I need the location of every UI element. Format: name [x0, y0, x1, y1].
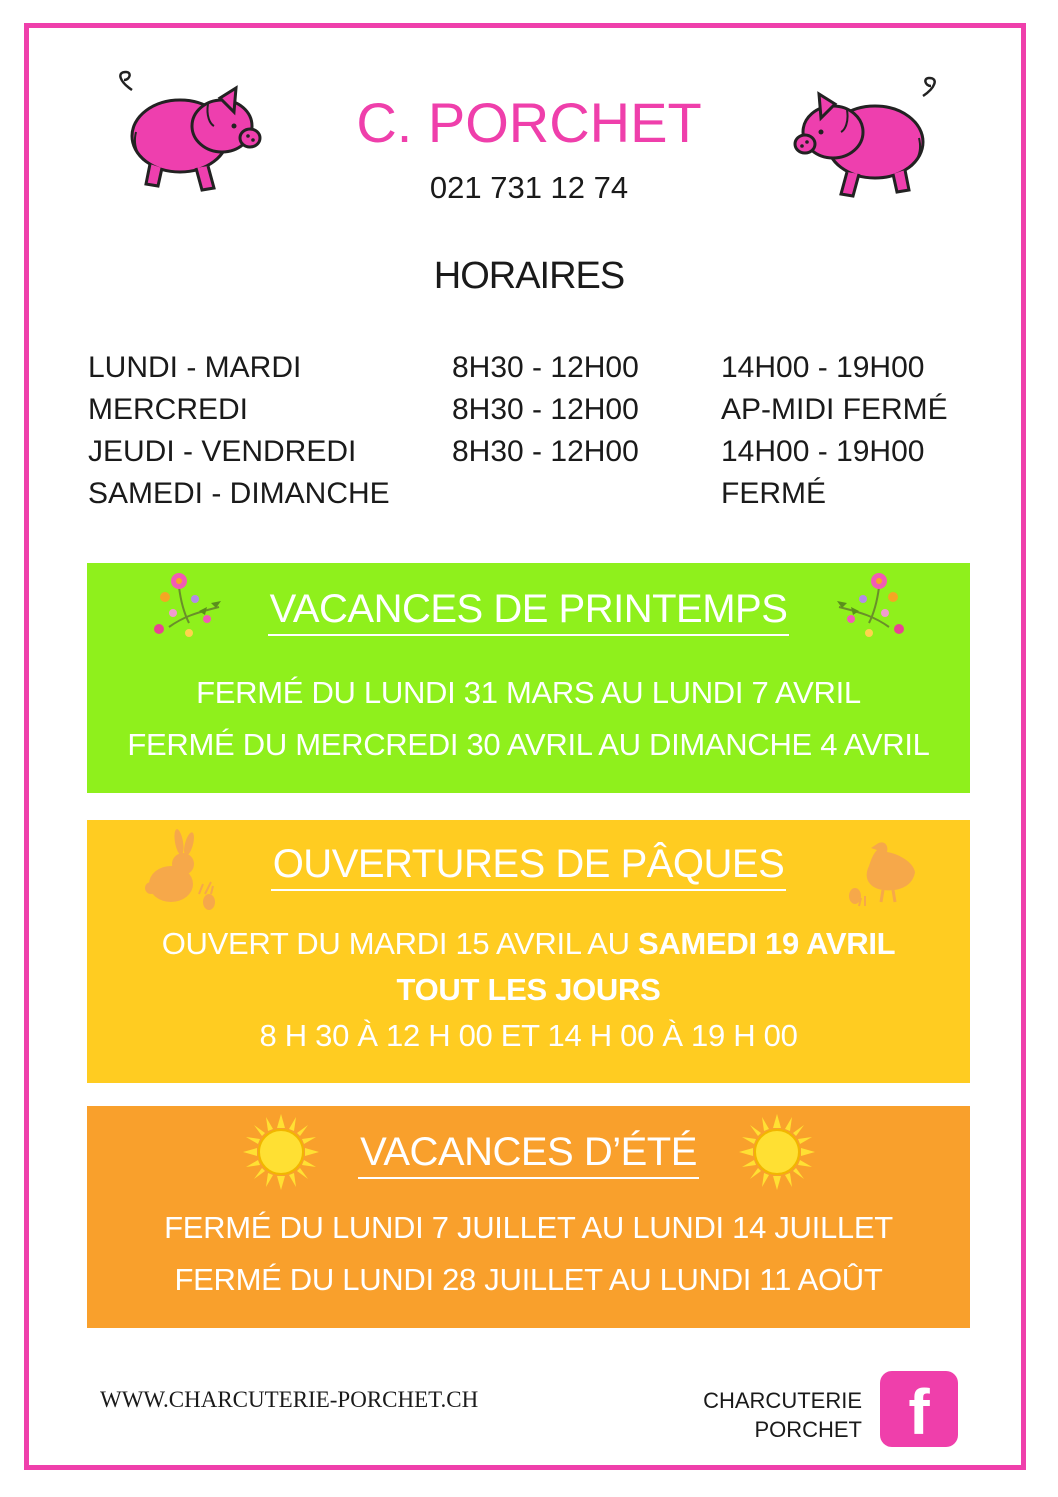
brand-name	[703, 1386, 862, 1444]
summer-holidays-panel	[87, 1106, 970, 1328]
spring-title-text: VACANCES DE PRINTEMPS	[268, 587, 790, 636]
hours-day: SAMEDI - DIMANCHE	[88, 477, 390, 510]
summer-line: FERMÉ DU LUNDI 28 JUILLET AU LUNDI 11 AOÛT	[174, 1262, 883, 1297]
facebook-letter: f	[908, 1376, 930, 1448]
hours-row	[88, 473, 988, 515]
hours-table	[88, 347, 988, 515]
spring-line: FERMÉ DU MERCREDI 30 AVRIL AU DIMANCHE 4 AVRIL	[127, 727, 930, 762]
spring-holidays-panel	[87, 563, 970, 793]
hours-morning: 8H30 - 12H00	[452, 435, 639, 468]
summer-line: FERMÉ DU LUNDI 7 JUILLET AU LUNDI 14 JUILLET	[164, 1210, 893, 1245]
easter-line-1	[87, 926, 970, 962]
easter-line-2: TOUT LES JOURS	[396, 972, 661, 1007]
hours-morning: 8H30 - 12H00	[452, 393, 639, 426]
summer-title-text: VACANCES D’ÉTÉ	[358, 1130, 699, 1179]
hours-afternoon: 14H00 - 19H00	[721, 435, 925, 468]
website-link[interactable]: WWW.CHARCUTERIE-PORCHET.CH	[100, 1387, 479, 1412]
shop-title: C. PORCHET	[356, 91, 702, 154]
summer-title	[87, 1130, 970, 1179]
spring-line: FERMÉ DU LUNDI 31 MARS AU LUNDI 7 AVRIL	[196, 675, 861, 710]
easter-title	[87, 842, 970, 891]
easter-line-1-bold: SAMEDI 19 AVRIL	[637, 926, 896, 961]
spring-title	[87, 587, 970, 636]
hours-row	[88, 431, 988, 473]
hours-afternoon: AP-MIDI FERMÉ	[721, 393, 948, 426]
hours-afternoon: FERMÉ	[721, 477, 826, 510]
easter-line-3: 8 H 30 À 12 H 00 ET 14 H 00 À 19 H 00	[259, 1018, 798, 1053]
hours-day: MERCREDI	[88, 393, 249, 426]
easter-line-1-regular: OUVERT DU MARDI 15 AVRIL AU	[161, 926, 638, 961]
facebook-icon[interactable]	[880, 1371, 958, 1447]
hours-row	[88, 389, 988, 431]
hours-heading: HORAIRES	[433, 255, 625, 297]
phone-number: 021 731 12 74	[429, 170, 629, 205]
hours-day: LUNDI - MARDI	[88, 351, 302, 384]
hours-day: JEUDI - VENDREDI	[88, 435, 357, 468]
easter-title-text: OUVERTURES DE PÂQUES	[271, 842, 787, 891]
hours-row	[88, 347, 988, 389]
easter-openings-panel	[87, 820, 970, 1083]
hours-morning: 8H30 - 12H00	[452, 351, 639, 384]
brand-line: PORCHET	[754, 1417, 862, 1442]
hours-afternoon: 14H00 - 19H00	[721, 351, 925, 384]
brand-line: CHARCUTERIE	[703, 1388, 862, 1413]
